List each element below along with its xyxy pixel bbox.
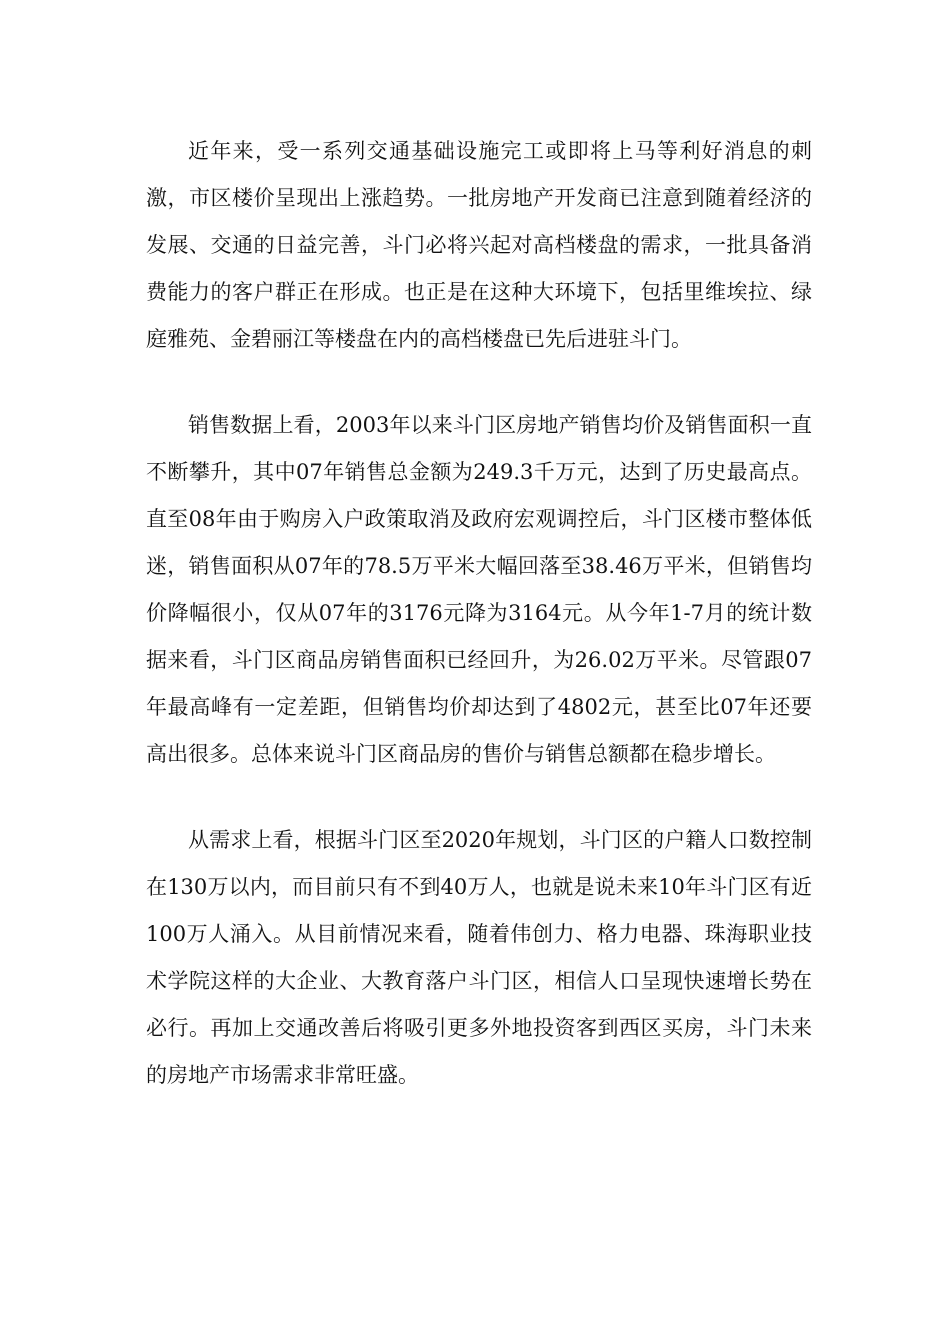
paragraph-sales-data: 销售数据上看，2003年以来斗门区房地产销售均价及销售面积一直不断攀升，其中07年销售总金额为249.3千万元，达到了历史最高点。直至08年由于购房入户政策取消及政府宏观调控后，斗门区楼市整体低迷，销售面积从07年的78.5万平米大幅回落至38.46万平米，但销售均价降幅很小，仅从07年的3176元降为3164元。从今年1-7月的统计数据来看，斗门区商品房销售面积已经回升，为26.02万平米。尽管跟07年最高峰有一定差距，但销售均价却达到了4802元，甚至比07年还要高出很多。总体来说斗门区商品房的售价与销售总额都在稳步增长。 — [146, 413, 812, 766]
document-body — [146, 128, 812, 1099]
paragraph-demand: 从需求上看，根据斗门区至2020年规划，斗门区的户籍人口数控制在130万以内，而目前只有不到40万人，也就是说未来10年斗门区有近100万人涌入。从目前情况来看，随着伟创力、格力电器、珠海职业技术学院这样的大企业、大教育落户斗门区，相信人口呈现快速增长势在必行。再加上交通改善后将吸引更多外地投资客到西区买房，斗门未来的房地产市场需求非常旺盛。 — [146, 828, 812, 1087]
paragraph-intro: 近年来，受一系列交通基础设施完工或即将上马等利好消息的刺激，市区楼价呈现出上涨趋势。一批房地产开发商已注意到随着经济的发展、交通的日益完善，斗门必将兴起对高档楼盘的需求，一批具备消费能力的客户群正在形成。也正是在这种大环境下，包括里维埃拉、绿庭雅苑、金碧丽江等楼盘在内的高档楼盘已先后进驻斗门。 — [146, 139, 812, 351]
